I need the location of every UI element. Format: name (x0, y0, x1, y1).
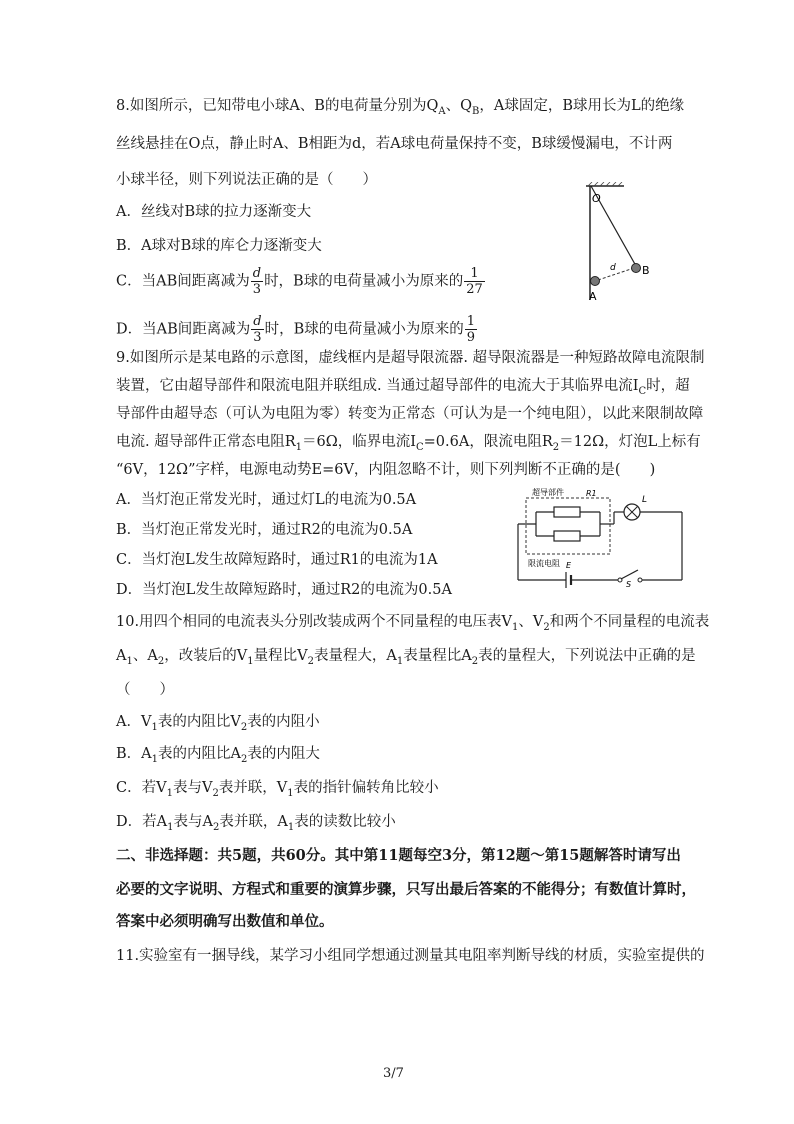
q10-option-d: D．若$A_1$表与$A_2$表并联，$A_1$表的读数比较小 (116, 814, 396, 833)
q9-option-b: B．当灯泡正常发光时，通过R2的电流为0.5A (116, 522, 413, 538)
q9-stem-line5: “6V，12Ω”字样，电源电动势E=6V，内阻忽略不计，则下列判断不正确的是( ) (116, 462, 656, 478)
label-d: d (610, 263, 616, 273)
label-superconductor: 超导部件 (532, 488, 564, 497)
label-r1: R1 (586, 489, 597, 498)
label-s: S (626, 580, 632, 588)
q9-option-a: A．当灯泡正常发光时，通过灯L的电流为0.5A (116, 492, 417, 508)
label-o: O (592, 192, 601, 205)
label-e: E (566, 561, 572, 570)
q10-option-b: B．$A_1$表的内阻比$A_2$表的内阻大 (116, 746, 320, 765)
q8-option-d: D．当AB间距离减为 $\frac{d}{3}$ 时，B球的电荷量减小为原来的 $\frac{1}{9}$ (116, 314, 476, 345)
q10-stem-line1: 10.用四个相同的电流表头分别改装成两个不同量程的电压表$V_1$、$V_2$和两个不同量程的电流表 (116, 614, 710, 633)
q10-option-c: C．若$V_1$表与$V_2$表并联，$V_1$表的指针偏转角比较小 (116, 780, 439, 799)
page-number: 3/7 (383, 1066, 404, 1081)
section2-heading-line3: 答案中必须明确写出数值和单位。 (116, 913, 334, 930)
q10-stem-line3: （ ） (116, 682, 174, 698)
label-b: B (642, 264, 650, 277)
section2-heading-line2: 必要的文字说明、方程式和重要的演算步骤，只写出最后答案的不能得分；有数值计算时， (116, 881, 696, 898)
q8-option-a: A．丝线对B球的拉力逐渐变大 (116, 204, 312, 220)
q9-stem-line4: 电流. 超导部件正常态电阻$R_1=6\Omega$，临界电流$I_C=0.6A$，限流电阻$R_2=12\Omega$，灯泡L上标有 (116, 434, 701, 453)
q9-option-c: C．当灯泡L发生故障短路时，通过R1的电流为1A (116, 552, 438, 568)
q10-option-a: A．$V_1$表的内阻比$V_2$表的内阻小 (116, 714, 320, 733)
q8-option-c: C．当AB间距离减为 $\frac{d}{3}$ 时，B球的电荷量减小为原来的 $\frac{1}{27}$ (116, 266, 483, 297)
label-a: A (589, 290, 597, 303)
q8-pendulum-figure (578, 182, 658, 306)
q8-stem-line1: 8.如图所示，已知带电小球A、B的电荷量分别为$Q_A$、$Q_B$，A球固定，B球用长为L的绝缘 (116, 98, 685, 117)
section2-heading-line1: 二、非选择题：共5题，共60分。其中第11题每空3分，第12题～第15题解答时请写出 (116, 847, 681, 864)
fraction-1-over-9: $\frac{1}{9}$ (466, 314, 476, 345)
fraction-d-over-3: $\frac{d}{3}$ (253, 314, 262, 345)
label-limit-resistor: 限流电阻 (528, 559, 560, 568)
q9-option-d: D．当灯泡L发生故障短路时，通过R2的电流为0.5A (116, 582, 452, 598)
fraction-1-over-27: $\frac{1}{27}$ (466, 266, 483, 297)
label-l: L (642, 495, 648, 505)
q11-stem-line1: 11.实验室有一捆导线，某学习小组同学想通过测量其电阻率判断导线的材质，实验室提供的 (116, 948, 705, 964)
q8-option-b: B．A球对B球的库仑力逐渐变大 (116, 238, 322, 254)
q9-circuit-figure (514, 484, 690, 588)
q9-stem-line2: 装置，它由超导部件和限流电阻并联组成. 当通过超导部件的电流大于其临界电流$I_C$时，超 (116, 378, 690, 397)
q8-stem-line3: 小球半径，则下列说法正确的是（ ） (116, 172, 377, 188)
q10-stem-line2: $A_1$、$A_2$，改装后的$V_1$量程比$V_2$表量程大，$A_1$表量程比$A_2$表的量程大，下列说法中正确的是 (116, 648, 696, 667)
q8-stem-line2: 丝线悬挂在O点，静止时A、B相距为d，若A球电荷量保持不变，B球缓慢漏电，不计两 (116, 136, 673, 152)
fraction-d-over-3: $\frac{d}{3}$ (252, 266, 262, 297)
q9-stem-line1: 9.如图所示是某电路的示意图，虚线框内是超导限流器. 超导限流器是一种短路故障电流限制 (116, 350, 705, 366)
q9-stem-line3: 导部件由超导态（可认为电阻为零）转变为正常态（可认为是一个纯电阻），以此来限制故障 (116, 406, 704, 422)
